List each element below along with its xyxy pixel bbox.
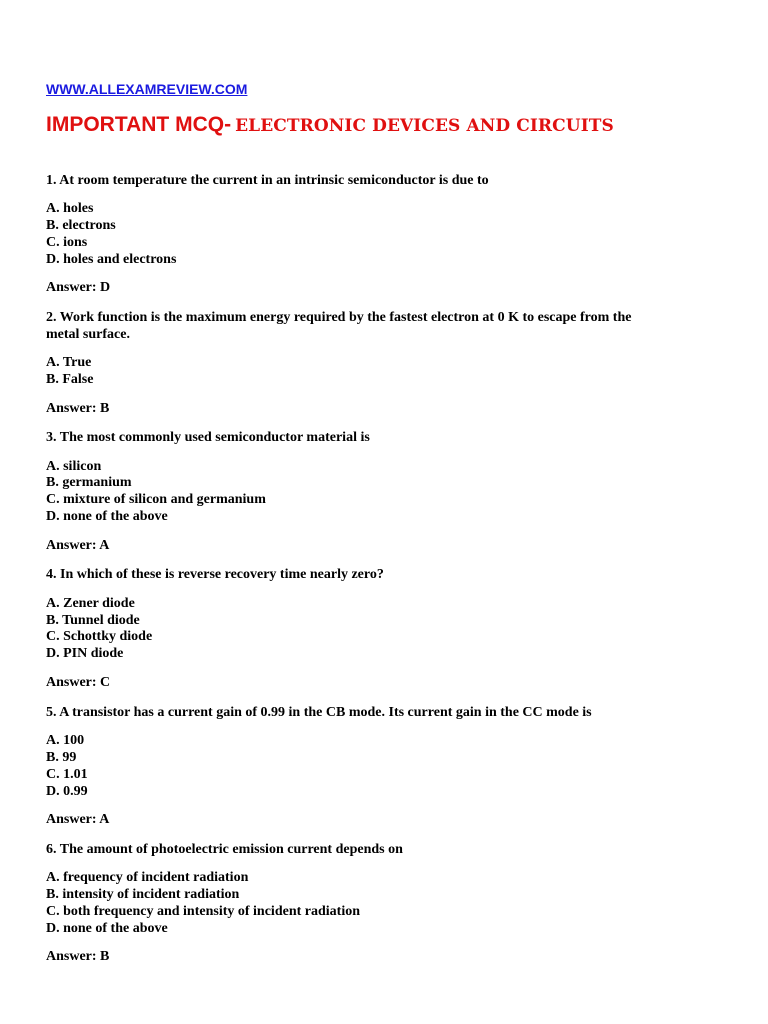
option-5b: B. 99 [46, 750, 77, 765]
option-5c: C. 1.01 [46, 767, 88, 782]
option-3a: A. silicon [46, 459, 102, 474]
option-2a: A. True [46, 355, 92, 370]
question-4: 4. In which of these is reverse recovery time nearly zero? [46, 567, 384, 582]
option-6b: B. intensity of incident radiation [46, 887, 240, 902]
option-3d: D. none of the above [46, 509, 168, 524]
answer-1: Answer: D [46, 280, 111, 295]
title-prefix: IMPORTANT MCQ- [46, 113, 232, 136]
option-1c: C. ions [46, 235, 88, 250]
question-3: 3. The most commonly used semiconductor material is [46, 430, 370, 445]
question-6: 6. The amount of photoelectric emission current depends on [46, 842, 403, 857]
answer-2: Answer: B [46, 401, 110, 416]
option-1a: A. holes [46, 201, 94, 216]
option-4a: A. Zener diode [46, 596, 135, 611]
option-1d: D. holes and electrons [46, 252, 177, 267]
option-6c: C. both frequency and intensity of incident radiation [46, 904, 360, 919]
answer-5: Answer: A [46, 812, 110, 827]
answer-3: Answer: A [46, 538, 110, 553]
question-1: 1. At room temperature the current in an intrinsic semiconductor is due to [46, 173, 489, 188]
option-6a: A. frequency of incident radiation [46, 870, 249, 885]
question-2-line-2: metal surface. [46, 327, 130, 342]
option-4d: D. PIN diode [46, 646, 124, 661]
question-2-line-1: 2. Work function is the maximum energy required by the fastest electron at 0 K to escape from the [46, 310, 632, 325]
option-3b: B. germanium [46, 475, 132, 490]
option-3c: C. mixture of silicon and germanium [46, 492, 266, 507]
site-link[interactable]: WWW.ALLEXAMREVIEW.COM [46, 81, 248, 97]
question-5: 5. A transistor has a current gain of 0.99 in the CB mode. Its current gain in the CC mode is [46, 705, 592, 720]
option-4c: C. Schottky diode [46, 629, 153, 644]
answer-6: Answer: B [46, 949, 110, 964]
option-6d: D. none of the above [46, 921, 168, 936]
option-2b: B. False [46, 372, 94, 387]
title-subject: ELECTRONIC DEVICES AND CIRCUITS [235, 116, 614, 136]
answer-4: Answer: C [46, 675, 111, 690]
option-5a: A. 100 [46, 733, 85, 748]
document-title [46, 113, 614, 137]
option-1b: B. electrons [46, 218, 116, 233]
option-4b: B. Tunnel diode [46, 613, 140, 628]
option-5d: D. 0.99 [46, 784, 88, 799]
